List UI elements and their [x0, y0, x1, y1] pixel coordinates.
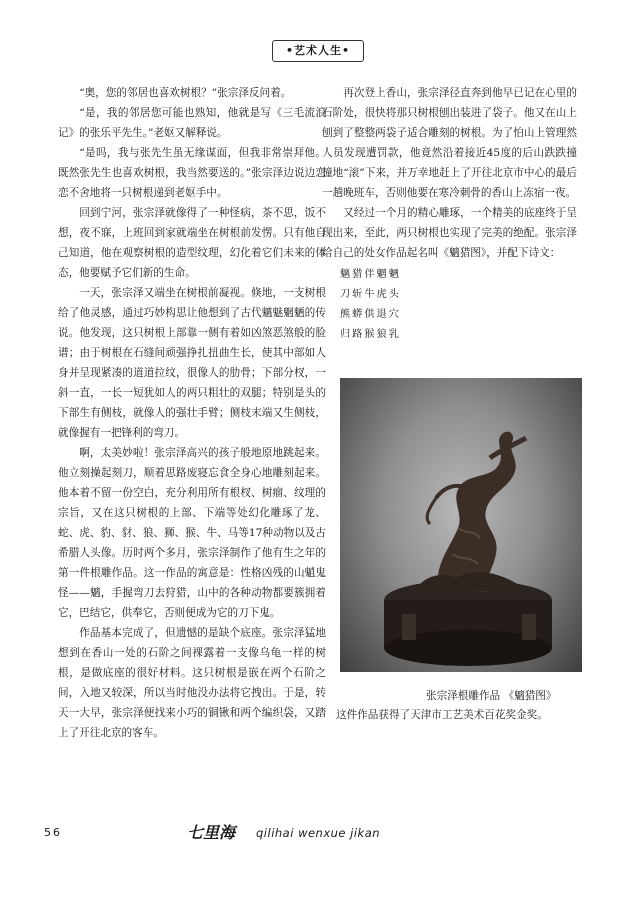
paragraph: 再次登上香山，张宗泽径直奔到他早已记在心里的石阶处，很快将那只树根刨出装进了袋子。他又在山上刨到了整整两袋子适合雕刻的树根。为了怕山上管理然人员发现遭罚款，他竟然沿着接近45度的后山跌跌撞撞地“滚”下来，并万幸地赶上了开往北京市中心的最后一趟晚班车，否则他要在寒冷刺骨的香山上冻宿一夜。: [322, 87, 577, 199]
paragraph: “是，我的邻居您可能也熟知，他就是写《三毛流浪记》的张乐平先生。”老妪又解释说。: [58, 107, 326, 139]
paragraph: 一天，张宗泽又端坐在树根前凝视。倏地，一支树根给了他灵感，通过巧妙构思让他想到了古代魑魅魍魉的传说。他发现，这只树根上部靠一侧有着如凶煞恶煞般的脸谱；由于树根在石缝间顽强挣扎扭曲生长，使其中部如人身并呈现紧凑的道道拉纹，很像人的肋骨；下部分杈，一斜一直，一长一短犹如人的两只粗壮的双腿；特别是头的下部生有侧枝，就像人的强壮手臂；侧枝末端又生侧枝，就像握有一把锋利的弯刀。: [58, 287, 326, 439]
paragraph: 又经过一个月的精心雕琢，一个精美的底座终于呈现出来，至此，两只树根也实现了完美的绝配。张宗泽给自己的处女作品起名叫《魑猎图》，并配下诗文：: [322, 207, 577, 259]
photo-caption-title: 张宗泽根雕作品 《魑猎图》: [426, 690, 557, 702]
right-column: [322, 83, 577, 345]
paragraph: 作品基本完成了，但遗憾的是缺个底座。张宗泽猛地想到在香山一处的石阶之间裸露着一支像乌龟一样的树根，是做底座的很好材料。这只树根是嵌在两个石阶之间，入地又较深，所以当时他没办法将它拽出。于是，转天一大早，张宗泽便找来小巧的铜锹和两个编织袋，又踏上了开往北京的客车。: [58, 627, 326, 739]
poem-line: 熊蟒供退穴: [340, 309, 401, 320]
poem-line: 归路猴狼乳: [340, 329, 401, 340]
left-column: [58, 83, 326, 743]
paragraph: 回到宁河，张宗泽就像得了一种怪病，茶不思，饭不想，夜不寐，上班回到家就端坐在树根前发愣。只有他自己知道，他在观察树根的造型纹理，幻化着它们未来的体态，他要赋予它们新的生命。: [58, 207, 326, 279]
section-header: •艺术人生•: [272, 40, 364, 62]
page-number: 56: [44, 826, 62, 839]
photo-caption-note: 这件作品获得了天津市工艺美术百花奖金奖。: [336, 709, 548, 721]
poem: [322, 265, 577, 345]
root-carving-photo: [340, 378, 582, 672]
root-carving-icon: [340, 378, 582, 672]
paragraph: 啊，太美妙啦！张宗泽高兴的孩子般地原地跳起来。他立刻操起刻刀，顺着思路废寝忘食全身心地雕刻起来。他本着不留一份空白，充分利用所有根杈、树瘤、纹理的宗旨，又在这只树根的上部、下端等处幻化雕琢了龙、蛇、虎、豹、豺、狼、狮、猴、牛、马等17种动物以及古希腊人头像。历时两个多月，张宗泽制作了他有生之年的第一件根雕作品。这一作品的寓意是：性格凶残的山魈鬼怪——魑，手握弯刀去狩猎，山中的各种动物都要簇拥着它，巴结它，供奉它，否则便成为它的刀下鬼。: [58, 447, 326, 619]
poem-line: 刀斩牛虎头: [340, 289, 401, 300]
magazine-pinyin: qilihai wenxue jikan: [256, 826, 381, 840]
magazine-name: 七里海: [187, 823, 236, 842]
paragraph: “是吗，我与张先生虽无缘谋面，但我非常崇拜他。既然张先生也喜欢树根，我当然要送的。”张宗泽边说边恋恋不舍地将一只树根递到老妪手中。: [58, 147, 326, 199]
paragraph: “奥，您的邻居也喜欢树根？”张宗泽反问着。: [79, 87, 292, 99]
poem-line: 魑猎伴魍魉: [340, 269, 401, 280]
